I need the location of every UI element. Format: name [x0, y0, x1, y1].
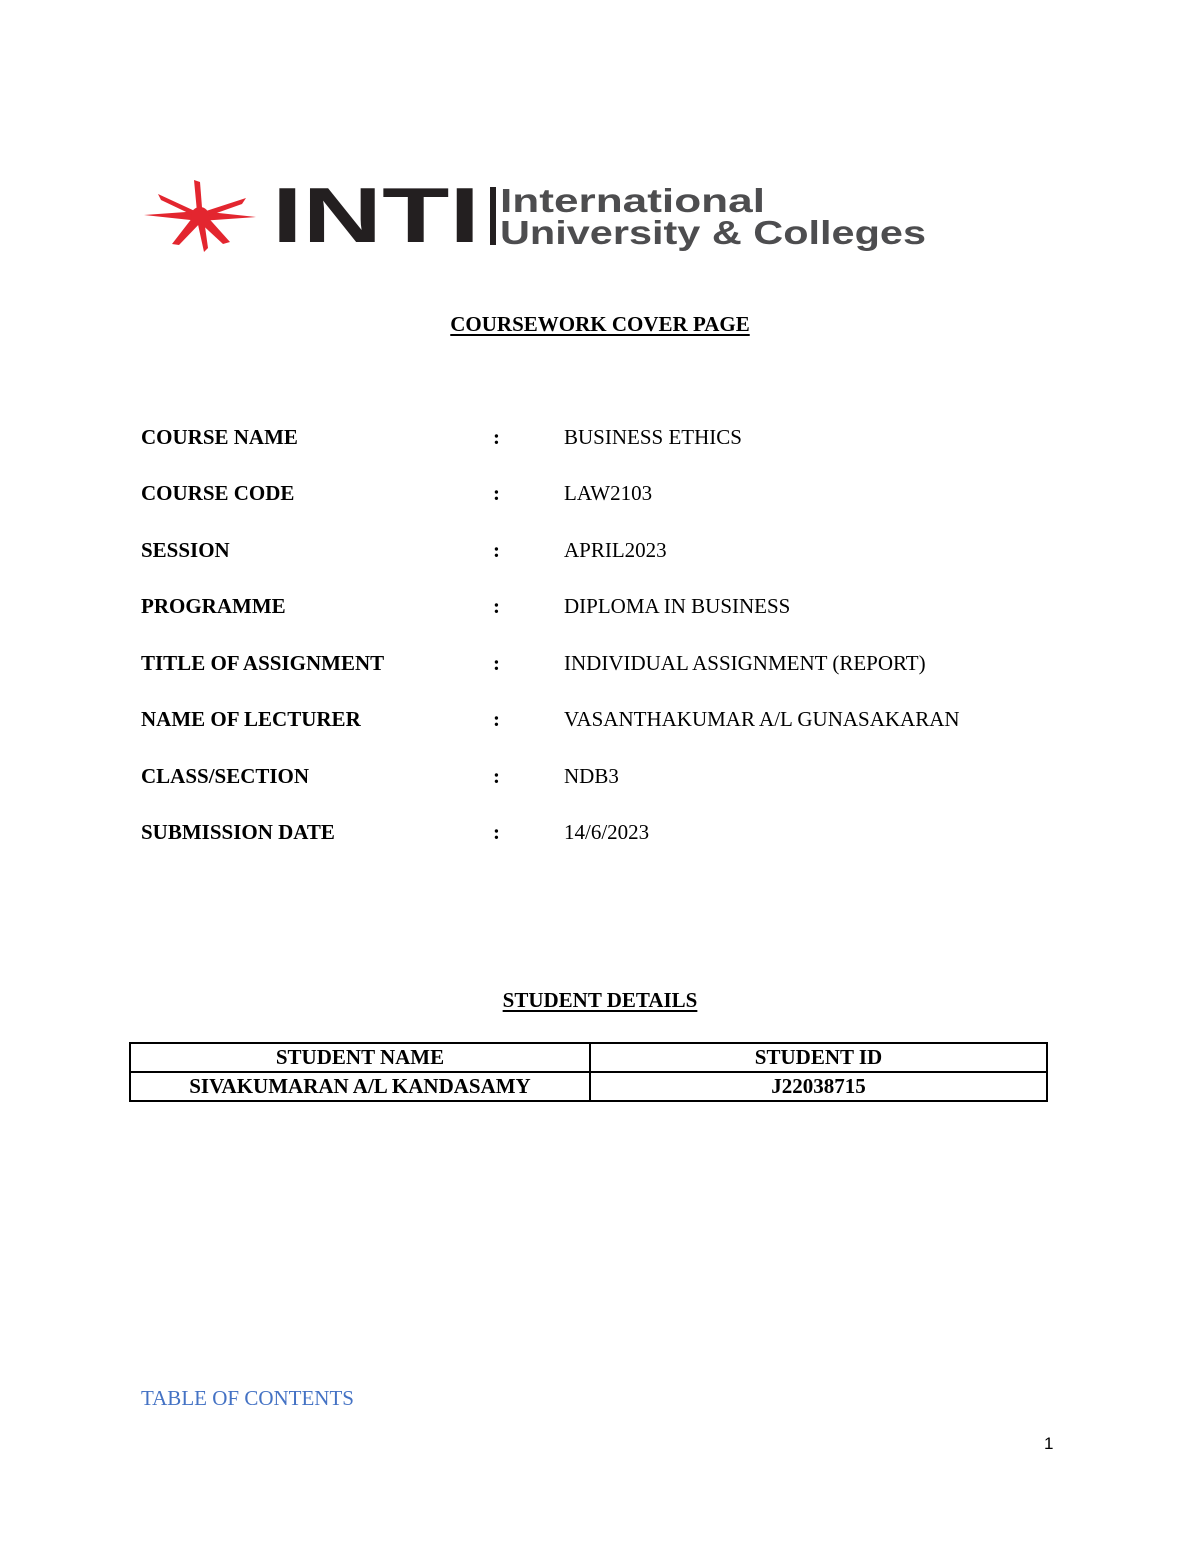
logo-line2-text: University & Colleges [500, 214, 926, 251]
info-label: COURSE CODE [141, 481, 295, 505]
star-icon [144, 180, 256, 252]
info-value: 14/6/2023 [564, 820, 650, 844]
info-row-class-section [0, 763, 1200, 789]
page-number: 1 [1044, 1434, 1054, 1453]
info-label: SUBMISSION DATE [141, 820, 335, 844]
info-value: APRIL2023 [564, 538, 667, 562]
logo-divider [490, 187, 496, 245]
info-value: NDB3 [564, 764, 619, 788]
info-value: DIPLOMA IN BUSINESS [564, 594, 791, 618]
student-id-cell: J22038715 [590, 1072, 1047, 1101]
student-name-cell: SIVAKUMARAN A/L KANDASAMY [130, 1072, 590, 1101]
info-separator: : [493, 425, 500, 449]
table-header-row [130, 1043, 1047, 1072]
info-label: CLASS/SECTION [141, 764, 310, 788]
info-row-lecturer [0, 706, 1200, 732]
info-label: PROGRAMME [141, 594, 286, 618]
info-separator: : [493, 481, 500, 505]
info-label: SESSION [141, 538, 230, 562]
info-label: NAME OF LECTURER [141, 707, 361, 731]
inti-logo [140, 176, 940, 256]
student-details-table [129, 1042, 1048, 1102]
info-row-assignment-title [0, 650, 1200, 676]
info-label: TITLE OF ASSIGNMENT [141, 651, 385, 675]
info-value: BUSINESS ETHICS [564, 425, 742, 449]
info-value: LAW2103 [564, 481, 653, 505]
info-row-programme [0, 593, 1200, 619]
info-row-session [0, 537, 1200, 563]
info-row-submission-date [0, 819, 1200, 845]
student-details-title: STUDENT DETAILS [502, 988, 698, 1012]
info-label: COURSE NAME [141, 425, 298, 449]
info-separator: : [493, 538, 500, 562]
page-title: COURSEWORK COVER PAGE [450, 312, 750, 336]
logo-line1-text: International [500, 182, 765, 219]
column-header-student-id: STUDENT ID [590, 1043, 1047, 1072]
info-row-course-code [0, 480, 1200, 506]
toc-heading[interactable]: TABLE OF CONTENTS [141, 1386, 354, 1410]
info-separator: : [493, 594, 500, 618]
info-value: INDIVIDUAL ASSIGNMENT (REPORT) [564, 651, 926, 675]
info-separator: : [493, 820, 500, 844]
info-separator: : [493, 764, 500, 788]
info-separator: : [493, 651, 500, 675]
column-header-student-name: STUDENT NAME [130, 1043, 590, 1072]
info-value: VASANTHAKUMAR A/L GUNASAKARAN [564, 707, 960, 731]
info-row-course-name [0, 424, 1200, 450]
info-separator: : [493, 707, 500, 731]
logo-brand-text: INTI [272, 176, 480, 256]
table-row [130, 1072, 1047, 1101]
